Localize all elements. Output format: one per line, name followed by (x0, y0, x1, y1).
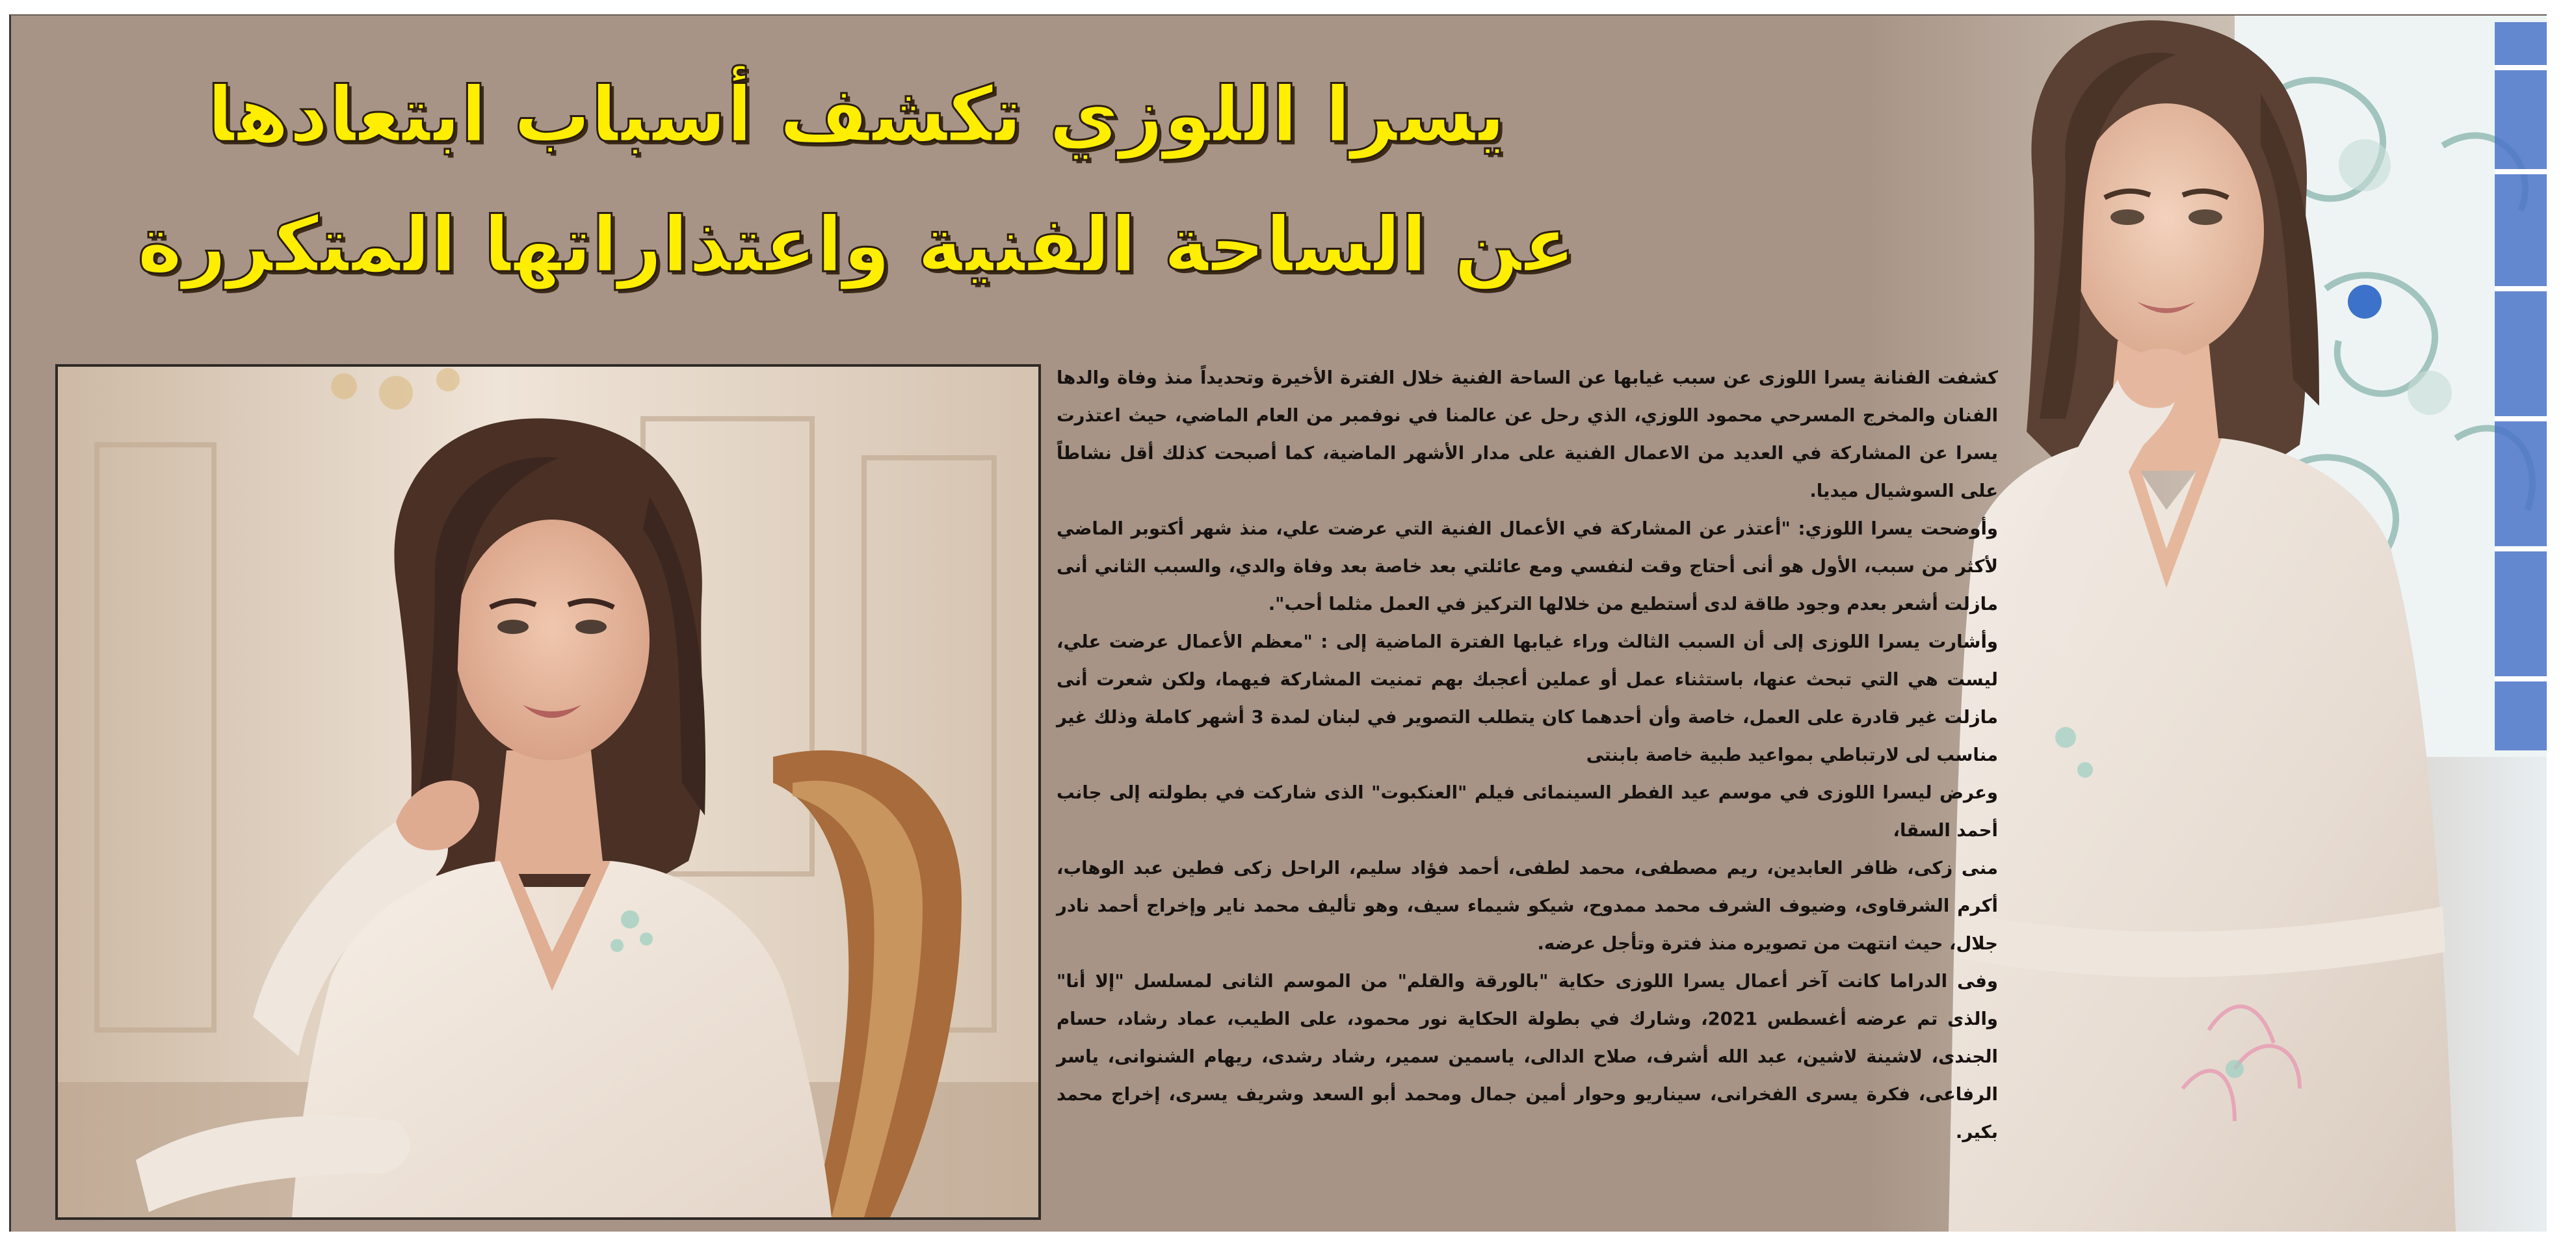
portrait-photo-left (55, 364, 1041, 1220)
article-paragraph-1: كشفت الفنانة يسرا اللوزى عن سبب غيابها عن الساحة الفنية خلال الفترة الأخيرة وتحديداً منذ وفاة والدها الفنان والمخرج المسرحي محمود اللوزي، الذي رحل عن عالمنا في نوفمبر من العام الماضي، حيث اعتذرت يسرا عن المشاركة في العديد من الاعمال الفنية على مدار الأشهر الماضية، كما أصبحت كذلك أقل نشاطاً على السوشيال ميديا. (1057, 367, 1998, 501)
article-paragraph-6: وفى الدراما كانت آخر أعمال يسرا اللوزى حكاية "بالورقة والقلم" من الموسم الثانى لمسلسل "إلا أنا" والذى تم عرضه أغسطس 2021، وشارك في بطولة الحكاية نور محمود، على الطيب، عماد رشاد، حسام الجندى، لاشينة لاشين، عبد الله أشرف، صلاح الدالى، ياسمين سمير، رشاد رشدى، ريهام الشنوانى، ياسر الرفاعى، فكرة يسرى الفخرانى، سيناريو وحوار أمين جمال ومحمد أبو السعد وشريف يسرى، إخراج محمد بكير. (1057, 971, 1998, 1143)
headline-line-2: عن الساحة الفنية واعتذاراتها المتكررة (137, 200, 1576, 289)
woman-seated-image (58, 367, 1038, 1217)
article-panel (9, 14, 2547, 1232)
article-body (1057, 359, 1998, 1230)
headline-line-1: يسرا اللوزي تكشف أسباب ابتعادها (207, 70, 1506, 159)
article-paragraph-5: منى زكى، ظافر العابدين، ريم مصطفى، محمد لطفى، أحمد فؤاد سليم، الراحل زكى فطين عبد الوهاب، أكرم الشرقاوى، وضيوف الشرف محمد ممدوح، شيكو شيماء سيف، وهو تأليف محمد ناير وإخراج أحمد نادر جلال، حيث انتهت من تصويره منذ فترة وتأجل عرضه. (1057, 858, 1998, 954)
article-paragraph-3: وأشارت يسرا اللوزى إلى أن السبب الثالث وراء غيابها الفترة الماضية إلى : "معظم الأعمال عرضت علي، ليست هي التي تبحث عنها، باستثناء عمل أو عملين أعجبك بهم تمنيت المشاركة فيهما، ولكن شعرت أنى مازلت غير قادرة على العمل، خاصة وأن أحدهما كان يتطلب التصوير في لبنان لمدة 3 أشهر كاملة وذلك غير مناسب لى لارتباطي بمواعيد طبية خاصة بابنتى (1057, 631, 1999, 765)
article-paragraph-2: وأوضحت يسرا اللوزي: "أعتذر عن المشاركة في الأعمال الفنية التي عرضت علي، منذ شهر أكتوبر الماضي لأكثر من سبب، الأول هو أنى أحتاج وقت لنفسي ومع عائلتي بعد خاصة بعد وفاة والدي، والسبب الثاني أنى مازلت أشعر بعدم وجود طاقة لدى أستطيع من خلالها التركيز في العمل مثلما أحب". (1057, 518, 1998, 614)
article-paragraph-4: وعرض ليسرا اللوزى في موسم عيد الفطر السينمائى فيلم "العنكبوت" الذى شاركت في بطولته إلى جانب أحمد السقا، (1057, 782, 1998, 841)
